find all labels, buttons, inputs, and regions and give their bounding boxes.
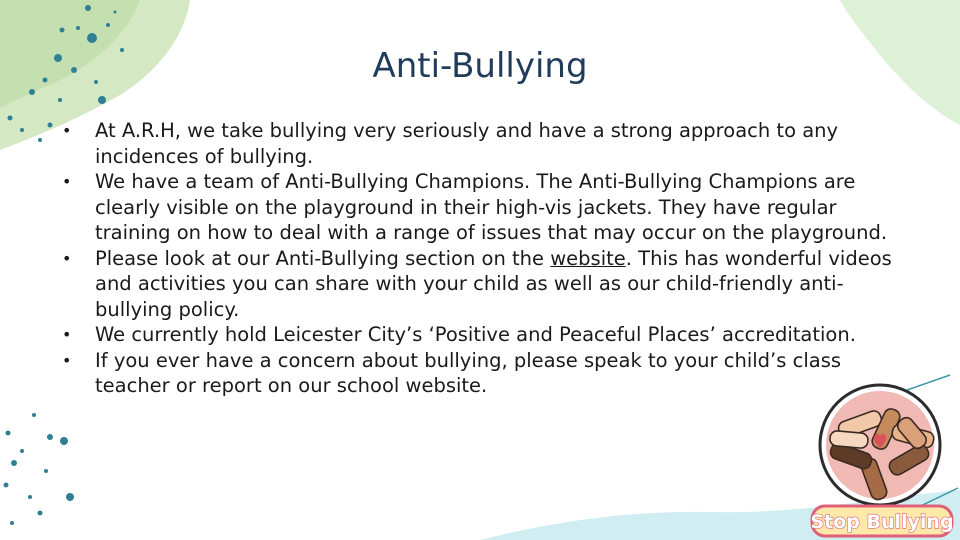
dots-bottom-left [0,405,90,540]
bullet-icon: • [62,325,72,344]
bullet-text-before-link: Please look at our Anti-Bullying section on the [95,246,551,270]
list-item [62,169,912,246]
bullet-text: At A.R.H, we take bullying very seriously and have a strong approach to any incidences of bullying. [95,119,839,168]
bullet-text-after-link: . This has wonderful videos and activities you can share with your child as well as our child-friendly anti-bullying policy. [95,246,892,321]
stop-bullying-logo [808,382,956,540]
bullet-icon: • [62,172,72,191]
bullet-icon: • [62,121,72,140]
website-link[interactable]: website [550,246,626,270]
bullet-icon: • [62,350,72,370]
list-item [62,246,912,323]
list-item [62,322,912,348]
bullet-text: If you ever have a concern about bullying, please speak to your child’s class teacher or report on our school website. [95,348,842,397]
bullet-icon: • [62,248,72,268]
bullet-list [62,118,912,399]
logo-text: Stop Bullying [810,511,954,533]
list-item [62,348,912,399]
page-title: Anti-Bullying [372,46,588,86]
list-item [62,118,912,169]
bullet-text: We have a team of Anti-Bullying Champions. The Anti-Bullying Champions are clearly visible on the playground in their high-vis jackets. They have regular training on how to deal with a range of issues that may occur on the playground. [95,170,888,244]
bullet-text: We currently hold Leicester City’s ‘Positive and Peaceful Places’ accreditation. [95,323,856,346]
